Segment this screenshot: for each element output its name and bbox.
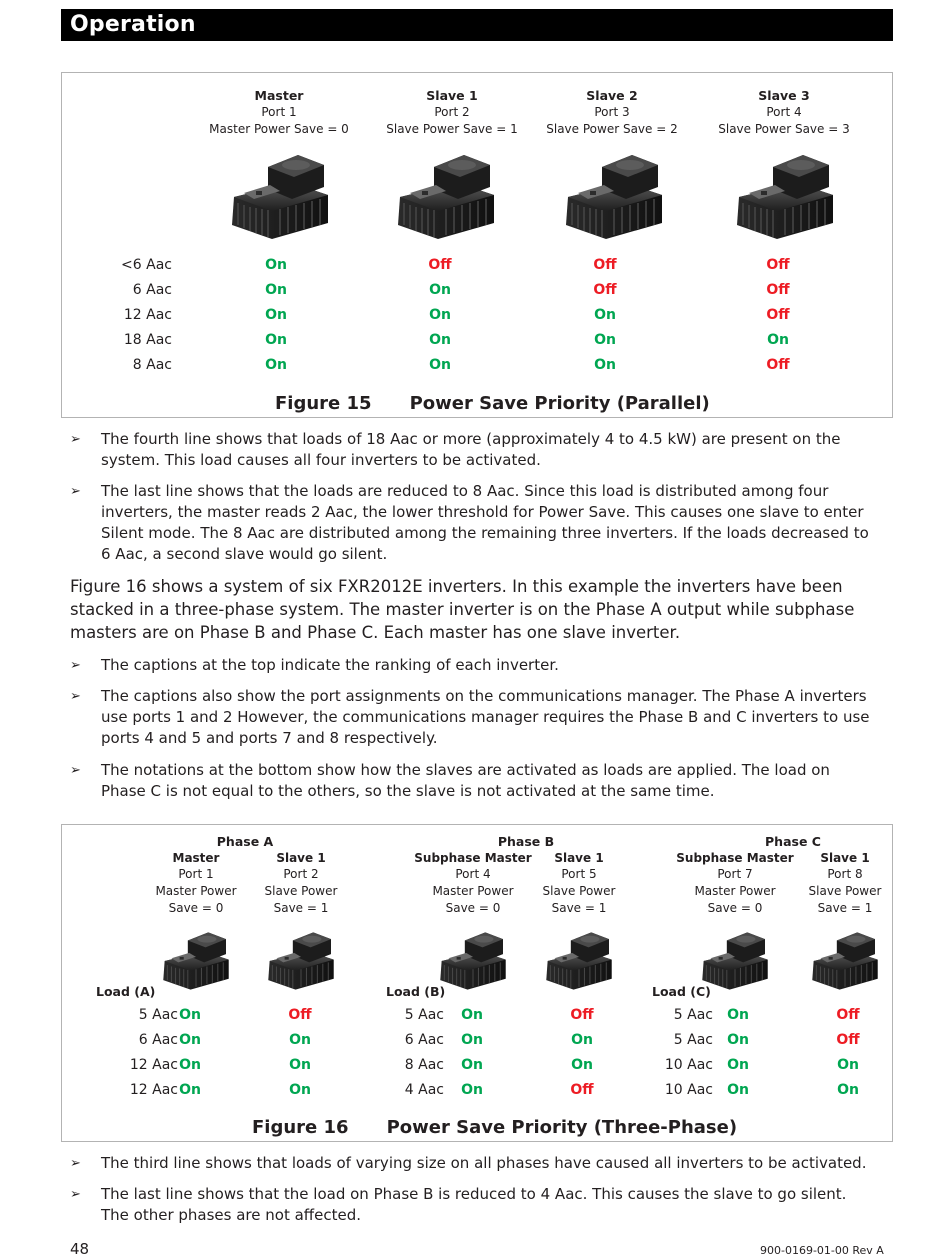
- phase-title: Phase C: [765, 834, 821, 849]
- state-on: On: [265, 332, 287, 348]
- state-off: Off: [766, 282, 790, 298]
- power-save-label: Master Power: [155, 884, 237, 898]
- phase-title: Phase B: [497, 834, 555, 849]
- state-on: On: [727, 1057, 749, 1073]
- rank-label: Master: [172, 851, 220, 865]
- state-on: On: [429, 332, 451, 348]
- caption-title: Power Save Priority (Parallel): [409, 393, 710, 414]
- bullet-text: The last line shows that the loads are reduced to 8 Aac. Since this load is distributed among four inverters, the master reads 2 Aac, the lower threshold for Power Save. This causes one slave to enter Silent mode. The 8 Aac are distributed among the remaining three inverters. If the loads decreased to 6 Aac, a second slave would go silent.: [101, 482, 869, 563]
- phase-column: [231, 850, 371, 917]
- document-number: 900-0169-01-00 Rev A: [760, 1244, 884, 1257]
- power-save-value: Save = 0: [707, 901, 763, 915]
- port-label: Port 2: [434, 105, 470, 119]
- power-save-label: Slave Power: [542, 884, 616, 898]
- load-header: Load (B): [386, 984, 446, 999]
- port-label: Port 1: [178, 867, 214, 881]
- figure-15: [61, 72, 893, 418]
- state-off: Off: [836, 1007, 860, 1023]
- inverter-image: [160, 931, 232, 995]
- load-label: <6 Aac: [121, 257, 172, 273]
- body-paragraph: Figure 16 shows a system of six FXR2012E inverters. In this example the inverters have been stacked in a three-phase system. The master inverter is on the Phase A output while subphase masters are on Phase B and Phase C. Each master has one slave inverter.: [70, 577, 855, 642]
- bullet-item: [70, 1153, 870, 1175]
- port-label: Port 7: [717, 867, 753, 881]
- state-on: On: [179, 1082, 201, 1098]
- fig15-col-master: [209, 87, 349, 138]
- state-on: On: [179, 1007, 201, 1023]
- state-off: Off: [593, 282, 617, 298]
- state-on: On: [461, 1007, 483, 1023]
- power-save-label: Master Power: [694, 884, 776, 898]
- state-off: Off: [570, 1082, 594, 1098]
- inverter-image: [809, 931, 881, 995]
- bullet-arrow-icon: ➢: [70, 763, 81, 778]
- caption-title: Power Save Priority (Three-Phase): [386, 1117, 738, 1138]
- figure-15-caption: [275, 393, 710, 414]
- bullet-text: The third line shows that loads of varying size on all phases have caused all inverters to be activated.: [101, 1154, 867, 1172]
- state-on: On: [594, 307, 616, 323]
- load-label: 12 Aac: [129, 1057, 178, 1073]
- port-label: Port 2: [283, 867, 319, 881]
- load-label: 10 Aac: [664, 1057, 713, 1073]
- load-label: 12 Aac: [123, 307, 172, 323]
- load-label: 6 Aac: [404, 1032, 444, 1048]
- power-save-value: Save = 1: [273, 901, 329, 915]
- bullet-text: The fourth line shows that loads of 18 Aac or more (approximately 4 to 4.5 kW) are present on the system. This load causes all four inverters to be activated.: [101, 430, 841, 469]
- state-off: Off: [766, 357, 790, 373]
- bullet-item: [70, 429, 870, 473]
- load-label: 6 Aac: [132, 282, 172, 298]
- inverter-image: [733, 153, 837, 245]
- state-on: On: [265, 357, 287, 373]
- bullet-text: The last line shows that the load on Phase B is reduced to 4 Aac. This causes the slave to go silent. The other phases are not affected.: [101, 1185, 847, 1224]
- bullet-item: [70, 481, 870, 567]
- bullet-item: [70, 655, 870, 677]
- port-label: Port 4: [766, 105, 802, 119]
- state-on: On: [727, 1007, 749, 1023]
- load-label: 18 Aac: [123, 332, 172, 348]
- power-save-value: Save = 0: [168, 901, 224, 915]
- state-off: Off: [428, 257, 452, 273]
- rank-label: Slave 1: [276, 851, 326, 865]
- bullet-item: [70, 760, 870, 804]
- power-save-label: Slave Power: [264, 884, 338, 898]
- inverter-image: [394, 153, 498, 245]
- bullet-arrow-icon: ➢: [70, 484, 81, 499]
- load-label: 5 Aac: [673, 1007, 713, 1023]
- inverter-image: [228, 153, 332, 245]
- load-label: 8 Aac: [404, 1057, 444, 1073]
- load-label: 6 Aac: [138, 1032, 178, 1048]
- inverter-image: [543, 931, 615, 995]
- phase-column: [775, 850, 915, 917]
- state-on: On: [289, 1082, 311, 1098]
- load-header: Load (A): [96, 984, 156, 999]
- state-on: On: [265, 282, 287, 298]
- caption-number: Figure 15: [275, 393, 372, 414]
- bullet-item: [70, 686, 870, 750]
- rank-label: Subphase Master: [676, 851, 794, 865]
- rank-label: Slave 2: [586, 88, 638, 103]
- figure-16: [61, 824, 893, 1142]
- caption-number: Figure 16: [252, 1117, 349, 1138]
- bullet-arrow-icon: ➢: [70, 1187, 81, 1202]
- state-on: On: [265, 257, 287, 273]
- rank-label: Slave 1: [554, 851, 604, 865]
- state-on: On: [594, 357, 616, 373]
- inverter-image: [562, 153, 666, 245]
- rank-label: Slave 3: [758, 88, 810, 103]
- load-label: 4 Aac: [404, 1082, 444, 1098]
- bullet-text: The captions also show the port assignments on the communications manager. The Phase A inverters use ports 1 and 2 However, the communications manager requires the Phase B and C inverters to use ports 4 and 5 and ports 7 and 8 respectively.: [101, 687, 870, 747]
- state-on: On: [837, 1057, 859, 1073]
- page-number: 48: [70, 1240, 90, 1258]
- state-on: On: [571, 1032, 593, 1048]
- state-on: On: [571, 1057, 593, 1073]
- state-on: On: [461, 1057, 483, 1073]
- power-save-value: Save = 1: [817, 901, 873, 915]
- fig15-col-slave1: [382, 87, 522, 138]
- inverter-image: [437, 931, 509, 995]
- bullet-item: [70, 1184, 870, 1228]
- rank-label: Master: [254, 88, 304, 103]
- port-label: Port 4: [455, 867, 491, 881]
- bullet-arrow-icon: ➢: [70, 432, 81, 447]
- state-on: On: [429, 307, 451, 323]
- load-label: 12 Aac: [129, 1082, 178, 1098]
- state-on: On: [179, 1057, 201, 1073]
- bullet-arrow-icon: ➢: [70, 658, 81, 673]
- state-on: On: [727, 1082, 749, 1098]
- power-save-label: Slave Power: [808, 884, 882, 898]
- load-label: 8 Aac: [132, 357, 172, 373]
- bullet-arrow-icon: ➢: [70, 689, 81, 704]
- bullet-text: The notations at the bottom show how the slaves are activated as loads are applied. The load on Phase C is not equal to the others, so the slave is not activated at the same time.: [101, 761, 830, 800]
- port-label: Port 1: [261, 105, 297, 119]
- state-on: On: [594, 332, 616, 348]
- state-off: Off: [766, 257, 790, 273]
- power-save-label: Master Power: [432, 884, 514, 898]
- state-on: On: [429, 282, 451, 298]
- state-on: On: [461, 1032, 483, 1048]
- port-label: Port 3: [594, 105, 630, 119]
- rank-label: Slave 1: [426, 88, 478, 103]
- port-label: Port 5: [561, 867, 597, 881]
- load-label: 5 Aac: [404, 1007, 444, 1023]
- state-off: Off: [766, 307, 790, 323]
- state-on: On: [767, 332, 789, 348]
- state-on: On: [179, 1032, 201, 1048]
- figure-16-caption: [252, 1117, 737, 1138]
- power-save-label: Slave Power Save = 3: [718, 122, 850, 136]
- state-off: Off: [593, 257, 617, 273]
- state-off: Off: [836, 1032, 860, 1048]
- load-label: 5 Aac: [673, 1032, 713, 1048]
- power-save-value: Save = 0: [445, 901, 501, 915]
- bullet-text: The captions at the top indicate the ranking of each inverter.: [101, 656, 559, 674]
- state-off: Off: [288, 1007, 312, 1023]
- inverter-image: [265, 931, 337, 995]
- power-save-label: Master Power Save = 0: [209, 122, 349, 136]
- fig15-col-slave2: [542, 87, 682, 138]
- state-on: On: [727, 1032, 749, 1048]
- power-save-label: Slave Power Save = 2: [546, 122, 678, 136]
- power-save-label: Slave Power Save = 1: [386, 122, 518, 136]
- state-on: On: [429, 357, 451, 373]
- section-header: [61, 9, 893, 41]
- state-on: On: [837, 1082, 859, 1098]
- phase-title: Phase A: [216, 834, 274, 849]
- state-on: On: [289, 1057, 311, 1073]
- load-header: Load (C): [652, 984, 711, 999]
- rank-label: Slave 1: [820, 851, 870, 865]
- phase-column: [509, 850, 649, 917]
- state-on: On: [289, 1032, 311, 1048]
- port-label: Port 8: [827, 867, 863, 881]
- state-on: On: [461, 1082, 483, 1098]
- load-label: 5 Aac: [138, 1007, 178, 1023]
- rank-label: Subphase Master: [414, 851, 532, 865]
- state-off: Off: [570, 1007, 594, 1023]
- power-save-value: Save = 1: [551, 901, 607, 915]
- bullet-arrow-icon: ➢: [70, 1156, 81, 1171]
- load-label: 10 Aac: [664, 1082, 713, 1098]
- state-on: On: [265, 307, 287, 323]
- fig15-col-slave3: [714, 87, 854, 138]
- section-title: Operation: [70, 12, 196, 37]
